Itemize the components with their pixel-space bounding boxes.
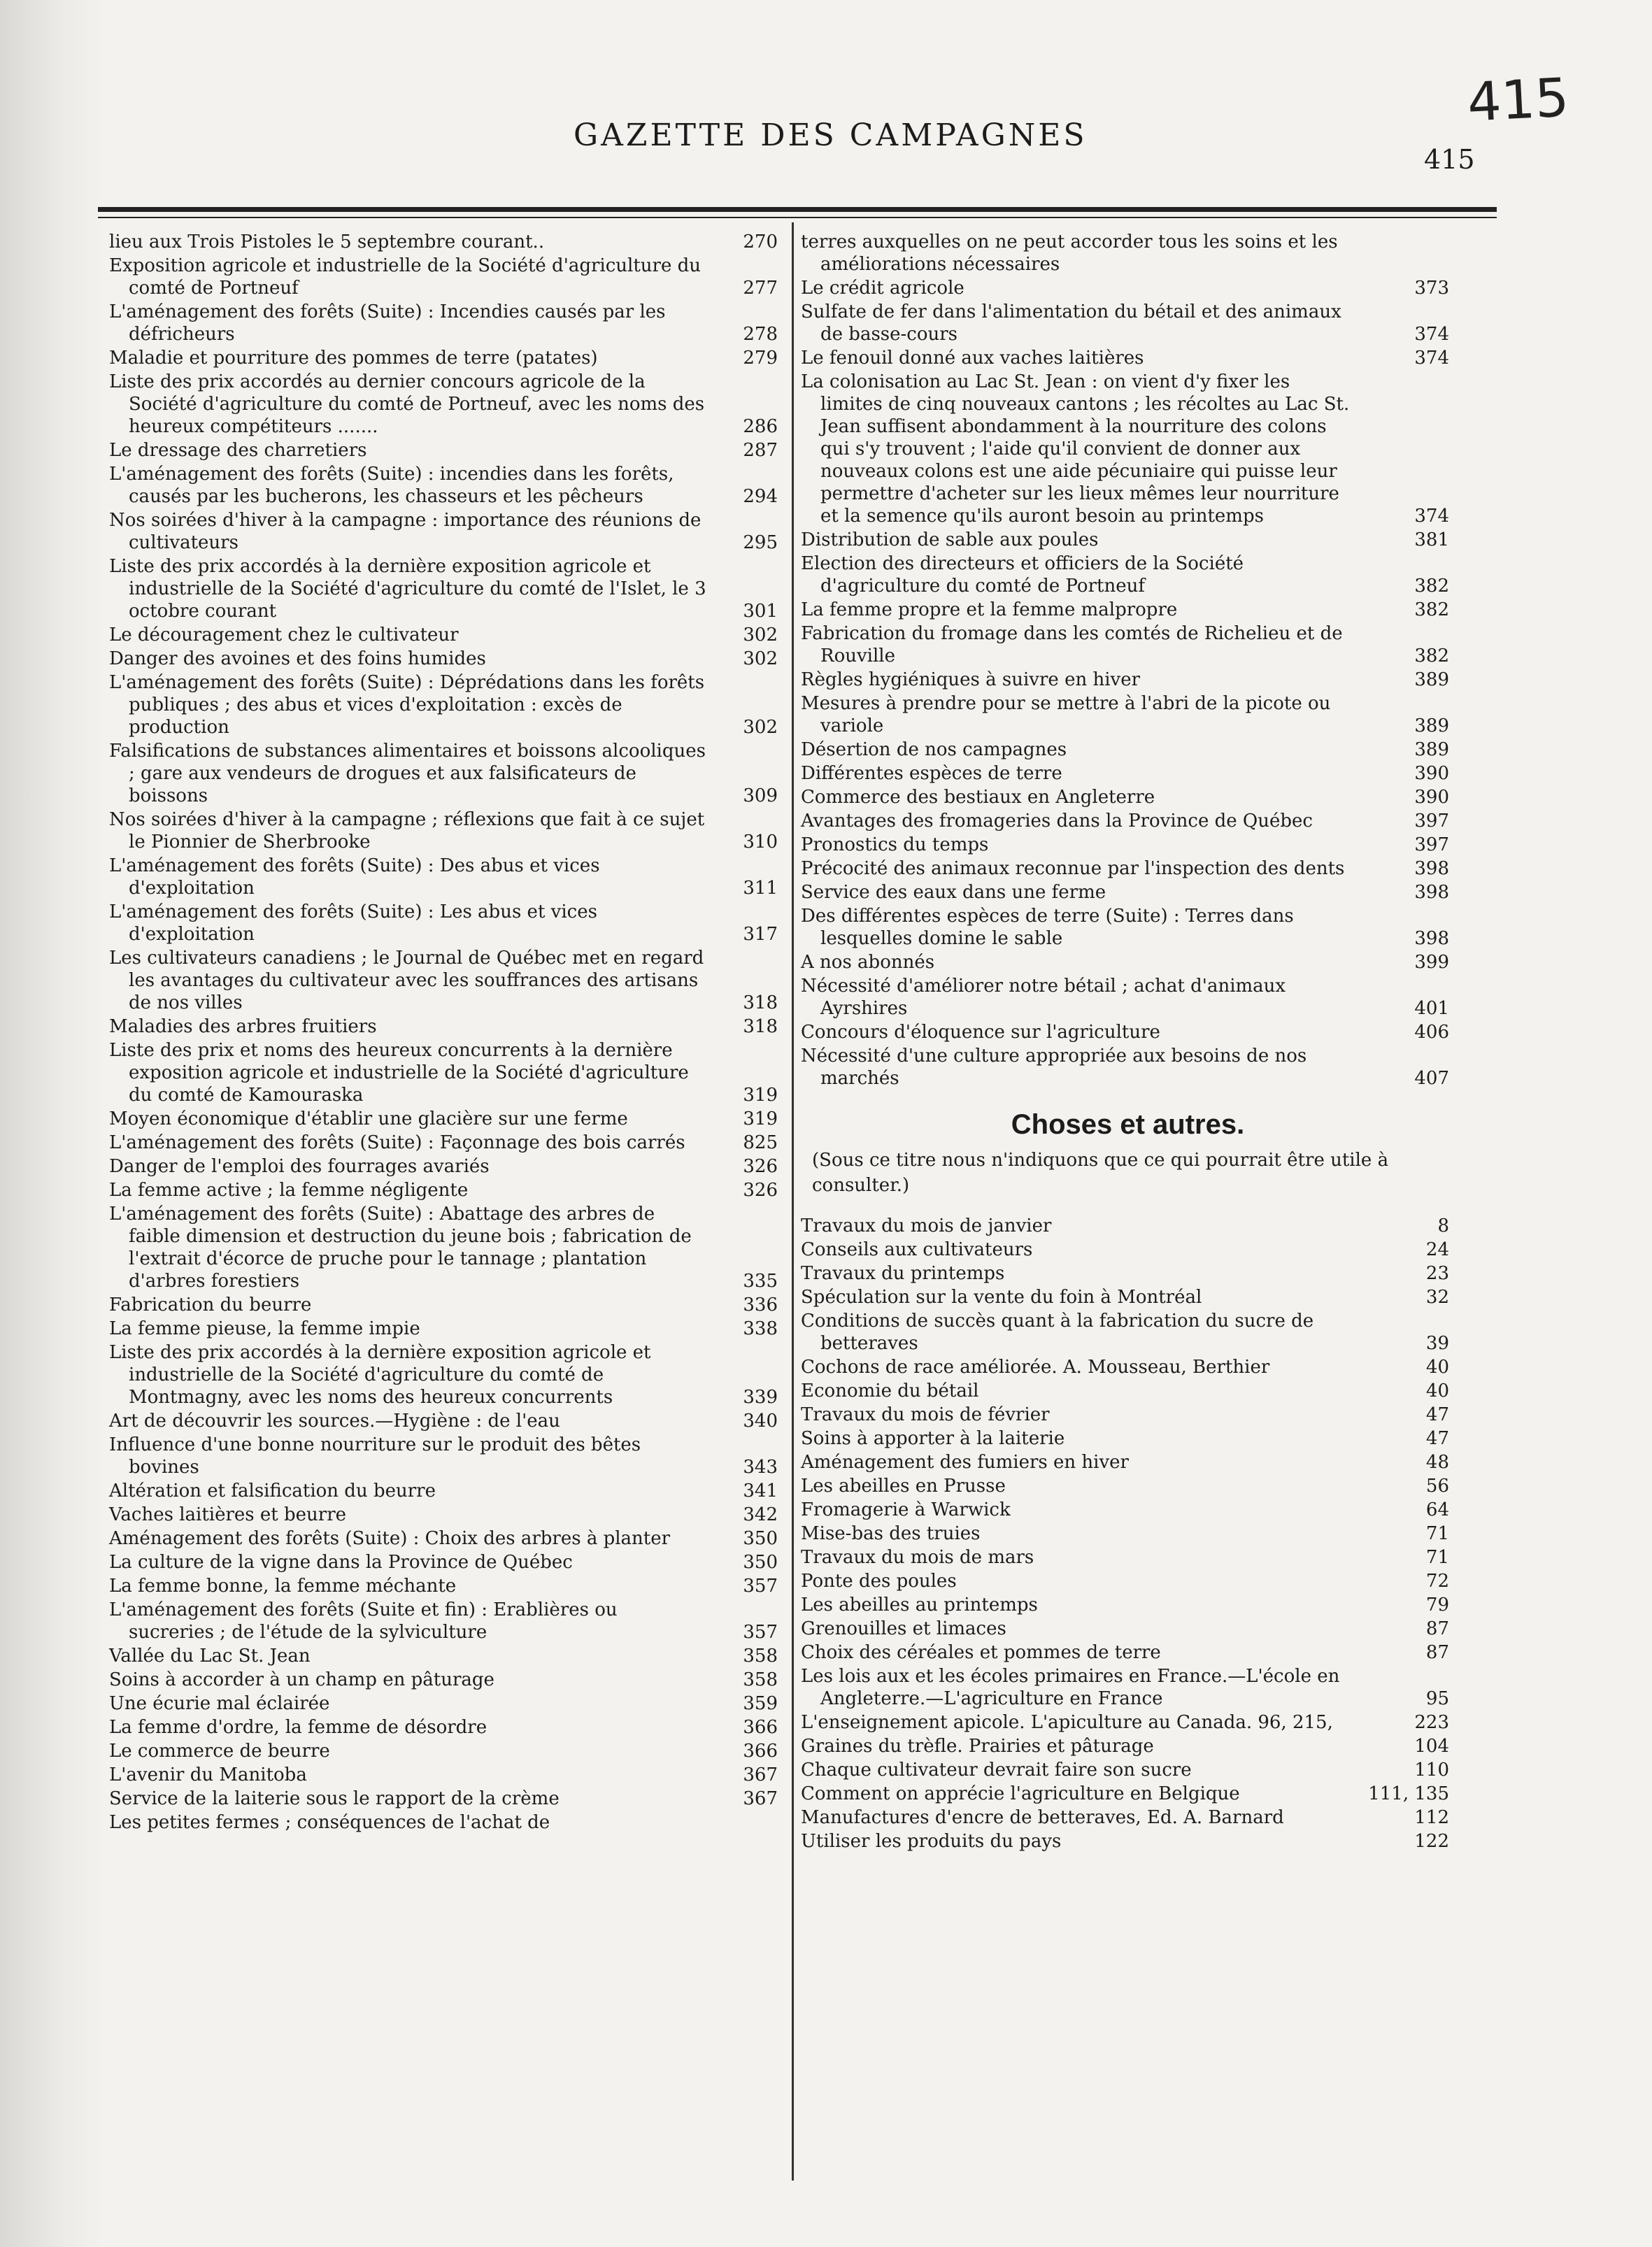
entry-title: Maladies des arbres fruitiers: [109, 1016, 377, 1037]
entry-title: Vaches laitières et beurre: [109, 1504, 347, 1525]
index-entry: [109, 1434, 788, 1478]
index-entry: [109, 1811, 788, 1834]
entry-page: 270: [743, 231, 778, 252]
index-entry: [109, 740, 788, 807]
entry-page: 326: [743, 1180, 778, 1201]
section-note: (Sous ce titre nous n'indiquons que ce qui pourrait être utile à consulter.): [812, 1150, 1389, 1196]
index-entry: [801, 951, 1455, 973]
entry-title: Le crédit agricole: [801, 278, 964, 299]
index-entry: [109, 808, 788, 853]
index-entry: [801, 881, 1455, 904]
entry-page: 279: [743, 348, 778, 369]
entry-title: La femme pieuse, la femme impie: [109, 1318, 420, 1339]
entry-page: 95: [1425, 1688, 1449, 1709]
index-entry: [801, 739, 1455, 761]
entry-title: La culture de la vigne dans la Province de Québec: [109, 1552, 573, 1573]
index-entry: [801, 1380, 1455, 1402]
entry-page: 302: [743, 625, 778, 645]
entry-page: 374: [1414, 324, 1449, 345]
entry-page: 397: [1414, 811, 1449, 832]
entry-page: 223: [1414, 1712, 1449, 1733]
entry-title: L'aménagement des forêts (Suite) : incendies dans les forêts, causés par les bucherons, les chasseurs et les pêcheurs: [109, 464, 674, 507]
index-entry: [109, 1551, 788, 1574]
index-entry: [109, 1179, 788, 1201]
entry-title: Le commerce de beurre: [109, 1741, 330, 1762]
entry-title: Maladie et pourriture des pommes de terre (patates): [109, 348, 598, 369]
entry-page: 112: [1414, 1807, 1449, 1828]
index-entry: [801, 1806, 1455, 1829]
index-entry: [801, 1262, 1455, 1285]
entry-page: 406: [1414, 1022, 1449, 1043]
index-entry: [801, 1451, 1455, 1474]
entry-page: 367: [743, 1764, 778, 1785]
entry-title: La femme propre et la femme malpropre: [801, 599, 1178, 620]
index-entry: [109, 1039, 788, 1106]
entry-title: Comment on apprécie l'agriculture en Belgique: [801, 1783, 1240, 1804]
entry-title: A nos abonnés: [801, 952, 935, 973]
index-entry: [109, 1410, 788, 1432]
index-entry: [109, 1294, 788, 1316]
entry-title: Art de découvrir les sources.—Hygiène : de l'eau: [109, 1411, 560, 1432]
page-number: 415: [1424, 144, 1475, 175]
entry-page: 389: [1414, 669, 1449, 690]
entry-page: 47: [1425, 1428, 1449, 1449]
index-entry: [109, 555, 788, 622]
entry-page: 278: [743, 324, 778, 345]
entry-page: 24: [1425, 1239, 1449, 1260]
index-entry: [801, 277, 1455, 299]
entry-title: Le dressage des charretiers: [109, 440, 367, 461]
entry-title: Exposition agricole et industrielle de la Société d'agriculture du comté de Portneuf: [109, 255, 702, 299]
left-index-column: [109, 231, 788, 1835]
right-entries: [801, 231, 1455, 1090]
entry-page: 343: [743, 1457, 778, 1478]
entry-page: 390: [1414, 787, 1449, 808]
index-entry: [801, 1286, 1455, 1308]
header-rule-thin: [98, 217, 1497, 218]
entry-page: 71: [1425, 1523, 1449, 1544]
index-entry: [801, 552, 1455, 597]
index-entry: [801, 1404, 1455, 1426]
entry-page: 47: [1425, 1404, 1449, 1425]
entry-title: Danger de l'emploi des fourrages avariés: [109, 1156, 490, 1177]
entry-page: 317: [743, 924, 778, 945]
entry-title: Danger des avoines et des foins humides: [109, 648, 486, 669]
entry-page: 301: [743, 601, 778, 622]
index-entry: [109, 1504, 788, 1526]
scan-edge-shadow: [0, 0, 105, 2247]
entry-title: Fabrication du fromage dans les comtés de Richelieu et de Rouville: [801, 623, 1343, 666]
index-entry: [109, 1669, 788, 1691]
index-entry: [801, 1783, 1455, 1805]
index-entry: [109, 347, 788, 369]
index-entry: [109, 509, 788, 554]
index-entry: [109, 624, 788, 646]
entry-page: 397: [1414, 834, 1449, 855]
entry-title: La femme bonne, la femme méchante: [109, 1576, 457, 1597]
entry-page: 340: [743, 1411, 778, 1432]
entry-page: 341: [743, 1481, 778, 1501]
entry-page: 79: [1425, 1595, 1449, 1615]
entry-title: Altération et falsification du beurre: [109, 1481, 436, 1501]
entry-page: 381: [1414, 529, 1449, 550]
index-entry: [109, 1740, 788, 1762]
entry-page: 358: [743, 1669, 778, 1690]
entry-title: Des différentes espèces de terre (Suite) : Terres dans lesquelles domine le sable: [801, 906, 1294, 949]
entry-page: 294: [743, 486, 778, 507]
index-entry: [801, 692, 1455, 737]
entry-page: 287: [743, 440, 778, 461]
index-entry: [109, 855, 788, 899]
index-entry: [801, 905, 1455, 950]
entry-title: L'enseignement apicole. L'apiculture au Canada. 96, 215,: [801, 1712, 1333, 1733]
entry-title: L'avenir du Manitoba: [109, 1764, 307, 1785]
entry-title: Liste des prix accordés à la dernière exposition agricole et industrielle de la Société d'agriculture du comté de l'Islet, le 3 octobre courant: [109, 556, 706, 622]
entry-page: 338: [743, 1318, 778, 1339]
entry-title: Avantages des fromageries dans la Province de Québec: [801, 811, 1313, 832]
entry-page: 40: [1425, 1381, 1449, 1401]
entry-title: L'aménagement des forêts (Suite) : Les abus et vices d'exploitation: [109, 901, 597, 945]
entry-page: 382: [1414, 576, 1449, 597]
entry-title: Les lois aux et les écoles primaires en France.—L'école en Angleterre.—L'agriculture en France: [801, 1666, 1340, 1709]
index-entry: [109, 1318, 788, 1340]
entry-page: 398: [1414, 882, 1449, 903]
entry-title: Manufactures d'encre de betteraves, Ed. A. Barnard: [801, 1807, 1284, 1828]
entry-title: Graines du trèfle. Prairies et pâturage: [801, 1736, 1154, 1757]
entry-title: La femme active ; la femme négligente: [109, 1180, 469, 1201]
entry-title: Soins à accorder à un champ en pâturage: [109, 1669, 494, 1690]
entry-title: L'aménagement des forêts (Suite) : Façonnage des bois carrés: [109, 1132, 685, 1153]
entry-title: Nécessité d'améliorer notre bétail ; achat d'animaux Ayrshires: [801, 976, 1286, 1019]
entry-title: L'aménagement des forêts (Suite et fin) : Erablières ou sucreries ; de l'étude de la sylviculture: [109, 1599, 618, 1643]
column-divider: [792, 222, 794, 2181]
entry-title: Aménagement des forêts (Suite) : Choix des arbres à planter: [109, 1528, 671, 1549]
entry-page: 23: [1425, 1263, 1449, 1284]
index-entry: [109, 463, 788, 508]
entry-page: 342: [743, 1504, 778, 1525]
entry-page: 399: [1414, 952, 1449, 973]
entry-page: 407: [1414, 1068, 1449, 1089]
entry-title: Spéculation sur la vente du foin à Montréal: [801, 1287, 1202, 1308]
entry-page: 398: [1414, 928, 1449, 949]
running-head: GAZETTE DES CAMPAGNES: [574, 117, 1088, 153]
index-entry: [109, 371, 788, 438]
index-entry: [801, 1310, 1455, 1355]
entry-page: 302: [743, 717, 778, 738]
entry-page: 389: [1414, 739, 1449, 760]
entry-page: 48: [1425, 1452, 1449, 1473]
index-entry: [109, 439, 788, 462]
index-entry: [109, 231, 788, 253]
entry-title: Mise-bas des truies: [801, 1523, 981, 1544]
entry-page: 310: [743, 832, 778, 853]
section-title: Choses et autres.: [1011, 1109, 1245, 1140]
entry-title: Liste des prix et noms des heureux concurrents à la dernière exposition agricole et industrielle de la Société d'agriculture du comté de Kamouraska: [109, 1040, 689, 1106]
entry-page: 350: [743, 1528, 778, 1549]
entry-page: 309: [743, 785, 778, 806]
entry-title: Pronostics du temps: [801, 834, 989, 855]
handwritten-page-number: 415: [1465, 66, 1571, 134]
entry-page: 825: [743, 1132, 778, 1153]
index-entry: [109, 1015, 788, 1038]
entry-title: L'aménagement des forêts (Suite) : Abattage des arbres de faible dimension et destruction du jeune bois ; fabrication de l'extrait d'écorce de pruche pour le tannage ; plantation d'arbres forestiers: [109, 1204, 692, 1292]
index-entry: [801, 1021, 1455, 1043]
entry-page: 295: [743, 532, 778, 553]
index-entry: [109, 1788, 788, 1810]
entry-page: 335: [743, 1271, 778, 1292]
index-entry: [109, 1203, 788, 1292]
entry-page: 401: [1414, 998, 1449, 1019]
entry-page: 374: [1414, 348, 1449, 369]
index-entry: [109, 1132, 788, 1154]
index-entry: [109, 648, 788, 670]
entry-page: 71: [1425, 1547, 1449, 1568]
index-entry: [109, 1716, 788, 1739]
entry-title: Utiliser les produits du pays: [801, 1831, 1062, 1852]
entry-title: Le découragement chez le cultivateur: [109, 625, 459, 645]
entry-page: 40: [1425, 1357, 1449, 1378]
entry-page: 110: [1414, 1760, 1449, 1781]
index-entry: [801, 975, 1455, 1020]
entry-title: Travaux du mois de mars: [801, 1547, 1034, 1568]
entry-page: 302: [743, 648, 778, 669]
entry-title: Le fenouil donné aux vaches laitières: [801, 348, 1144, 369]
entry-title: Désertion de nos campagnes: [801, 739, 1067, 760]
entry-title: lieu aux Trois Pistoles le 5 septembre courant..: [109, 231, 545, 252]
entry-page: 382: [1414, 599, 1449, 620]
entry-page: 373: [1414, 278, 1449, 299]
index-entry: [801, 857, 1455, 880]
entry-title: Règles hygiéniques à suivre en hiver: [801, 669, 1141, 690]
index-entry: [109, 1341, 788, 1408]
entry-title: Grenouilles et limaces: [801, 1618, 1006, 1639]
entry-title: Ponte des poules: [801, 1571, 957, 1592]
index-entry: [801, 1499, 1455, 1521]
entry-title: Une écurie mal éclairée: [109, 1693, 330, 1714]
entry-page: 39: [1425, 1333, 1449, 1354]
entry-page: 104: [1414, 1736, 1449, 1757]
entry-title: Liste des prix accordés au dernier concours agricole de la Société d'agriculture du comté de Portneuf, avec les noms des heureux compétiteurs .......: [109, 371, 705, 437]
entry-title: Service des eaux dans une ferme: [801, 882, 1106, 903]
entry-title: Précocité des animaux reconnue par l'inspection des dents: [801, 858, 1345, 879]
index-entry: [801, 1427, 1455, 1450]
entry-page: 326: [743, 1156, 778, 1177]
entry-title: Sulfate de fer dans l'alimentation du bétail et des animaux de basse-cours: [801, 301, 1341, 345]
index-entry: [801, 529, 1455, 551]
index-entry: [801, 1641, 1455, 1664]
index-entry: [109, 1480, 788, 1502]
entry-page: 64: [1425, 1499, 1449, 1520]
index-entry: [109, 1599, 788, 1643]
entry-title: Concours d'éloquence sur l'agriculture: [801, 1022, 1160, 1043]
entry-page: 311: [743, 878, 778, 899]
header-rule-thick: [98, 207, 1497, 212]
entry-page: 374: [1414, 506, 1449, 527]
entry-title: Distribution de sable aux poules: [801, 529, 1099, 550]
entry-title: Travaux du mois de février: [801, 1404, 1050, 1425]
entry-page: 390: [1414, 763, 1449, 784]
entry-page: 350: [743, 1552, 778, 1573]
index-entry: [109, 301, 788, 345]
index-entry: [801, 1215, 1455, 1237]
entry-page: 8: [1437, 1215, 1449, 1236]
entry-title: Soins à apporter à la laiterie: [801, 1428, 1065, 1449]
entry-page: 319: [743, 1108, 778, 1129]
index-entry: [801, 1711, 1455, 1734]
entry-title: Influence d'une bonne nourriture sur le produit des bêtes bovines: [109, 1434, 641, 1478]
index-entry: [801, 1759, 1455, 1781]
entry-title: Travaux du mois de janvier: [801, 1215, 1052, 1236]
index-entry: [801, 1045, 1455, 1090]
index-entry: [801, 622, 1455, 667]
index-entry: [801, 1475, 1455, 1497]
index-entry: [801, 1618, 1455, 1640]
entry-page: 357: [743, 1576, 778, 1597]
index-entry: [801, 1665, 1455, 1710]
entry-page: 318: [743, 992, 778, 1013]
entry-title: Nos soirées d'hiver à la campagne : importance des réunions de cultivateurs: [109, 510, 702, 553]
entry-page: 382: [1414, 645, 1449, 666]
entry-page: 358: [743, 1646, 778, 1667]
index-entry: [801, 1239, 1455, 1261]
entry-title: Aménagement des fumiers en hiver: [801, 1452, 1129, 1473]
entry-page: 277: [743, 278, 778, 299]
entry-page: 398: [1414, 858, 1449, 879]
entry-page: 122: [1414, 1831, 1449, 1852]
entry-title: Conseils aux cultivateurs: [801, 1239, 1033, 1260]
entry-page: 319: [743, 1085, 778, 1106]
index-entry: [801, 1570, 1455, 1592]
index-entry: [801, 1830, 1455, 1853]
index-entry: [109, 1575, 788, 1597]
entry-page: 87: [1425, 1642, 1449, 1663]
section-entries: [801, 1215, 1455, 1853]
index-entry: [109, 1527, 788, 1550]
entry-title: Moyen économique d'établir une glacière sur une ferme: [109, 1108, 628, 1129]
right-index-column: [801, 231, 1455, 1854]
entry-page: 111, 135: [1368, 1783, 1449, 1804]
entry-title: Les petites fermes ; conséquences de l'achat de: [109, 1812, 550, 1833]
index-entry: [801, 347, 1455, 369]
entry-page: 366: [743, 1741, 778, 1762]
entry-title: Différentes espèces de terre: [801, 763, 1062, 784]
index-entry: [801, 786, 1455, 808]
index-entry: [801, 301, 1455, 345]
entry-page: 339: [743, 1387, 778, 1408]
index-entry: [801, 1594, 1455, 1616]
index-entry: [109, 1645, 788, 1667]
entry-page: 286: [743, 416, 778, 437]
index-entry: [109, 1692, 788, 1715]
index-entry: [801, 599, 1455, 621]
index-entry: [109, 255, 788, 299]
entry-page: 389: [1414, 715, 1449, 736]
entry-page: 367: [743, 1788, 778, 1809]
entry-title: Service de la laiterie sous le rapport de la crème: [109, 1788, 560, 1809]
entry-page: 359: [743, 1693, 778, 1714]
entry-title: Liste des prix accordés à la dernière exposition agricole et industrielle de la Société d'agriculture du comté de Montmagny, avec les noms des heureux concurrents: [109, 1342, 651, 1408]
entry-title: Les cultivateurs canadiens ; le Journal de Québec met en regard les avantages du cultivateur avec les souffrances des artisans de nos villes: [109, 948, 704, 1013]
index-entry: [801, 1735, 1455, 1757]
index-entry: [801, 810, 1455, 832]
index-entry: [801, 371, 1455, 527]
entry-page: 32: [1425, 1287, 1449, 1308]
entry-title: Fromagerie à Warwick: [801, 1499, 1011, 1520]
entry-page: 318: [743, 1016, 778, 1037]
index-entry: [109, 1108, 788, 1130]
entry-title: Travaux du printemps: [801, 1263, 1005, 1284]
entry-page: 72: [1425, 1571, 1449, 1592]
index-entry: [109, 671, 788, 739]
index-entry: [801, 669, 1455, 691]
entry-title: Nos soirées d'hiver à la campagne ; réflexions que fait à ce sujet le Pionnier de Sherbrooke: [109, 809, 705, 853]
index-entry: [109, 1764, 788, 1786]
entry-title: Nécessité d'une culture appropriée aux besoins de nos marchés: [801, 1046, 1307, 1089]
index-entry: [801, 1546, 1455, 1569]
entry-title: Choix des céréales et pommes de terre: [801, 1642, 1161, 1663]
entry-title: Fabrication du beurre: [109, 1294, 312, 1315]
entry-page: 357: [743, 1622, 778, 1643]
entry-title: Economie du bétail: [801, 1381, 979, 1401]
entry-page: 56: [1425, 1476, 1449, 1497]
entry-title: Les abeilles au printemps: [801, 1595, 1038, 1615]
entry-title: terres auxquelles on ne peut accorder tous les soins et les améliorations nécessaires: [801, 231, 1338, 275]
entry-title: Election des directeurs et officiers de la Société d'agriculture du comté de Portneuf: [801, 553, 1244, 597]
entry-title: Vallée du Lac St. Jean: [109, 1646, 311, 1667]
entry-title: Conditions de succès quant à la fabrication du sucre de betteraves: [801, 1311, 1314, 1354]
entry-page: 366: [743, 1717, 778, 1738]
entry-page: 87: [1425, 1618, 1449, 1639]
entry-title: Mesures à prendre pour se mettre à l'abri de la picote ou variole: [801, 693, 1331, 736]
entry-title: L'aménagement des forêts (Suite) : Incendies causés par les défricheurs: [109, 301, 666, 345]
index-entry: [801, 834, 1455, 856]
index-entry: [109, 947, 788, 1014]
entry-title: Cochons de race améliorée. A. Mousseau, Berthier: [801, 1357, 1270, 1378]
entry-title: Falsifications de substances alimentaires et boissons alcooliques ; gare aux vendeurs de drogues et aux falsificateurs de boissons: [109, 741, 706, 806]
entry-title: L'aménagement des forêts (Suite) : Déprédations dans les forêts publiques ; des abus et vices d'exploitation : excès de production: [109, 672, 705, 738]
entry-title: Chaque cultivateur devrait faire son sucre: [801, 1760, 1192, 1781]
entry-title: Les abeilles en Prusse: [801, 1476, 1006, 1497]
entry-title: Commerce des bestiaux en Angleterre: [801, 787, 1155, 808]
index-entry: [801, 231, 1455, 276]
index-entry: [801, 762, 1455, 785]
entry-title: La colonisation au Lac St. Jean : on vient d'y fixer les limites de cinq nouveaux cantons ; les récoltes au Lac St. Jean suffisent abondamment à la nourriture des colons qui s'y trouvent ; l'aide qu'il convient de donner aux nouveaux colons est une aide pécuniaire qui puisse leur permettre d'acheter sur les lieux mêmes leur nourriture et la semence qu'ils auront besoin au printemps: [801, 371, 1350, 527]
index-entry: [801, 1356, 1455, 1378]
entry-page: 336: [743, 1294, 778, 1315]
index-entry: [109, 901, 788, 946]
entry-title: L'aménagement des forêts (Suite) : Des abus et vices d'exploitation: [109, 855, 600, 899]
index-entry: [109, 1155, 788, 1178]
entry-title: La femme d'ordre, la femme de désordre: [109, 1717, 487, 1738]
index-entry: [801, 1522, 1455, 1545]
